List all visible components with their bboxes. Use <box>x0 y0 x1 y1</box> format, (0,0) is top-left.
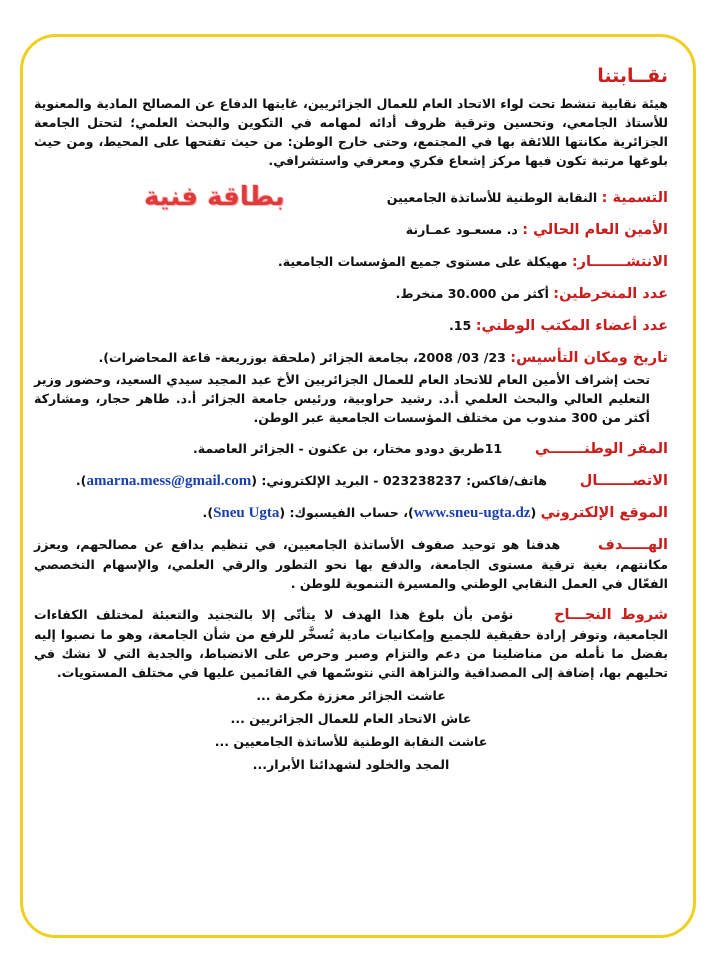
closing-line: المجد والخلود لشهدائنا الأبرار... <box>252 757 450 772</box>
field-website-value: ، حساب الفيسبوك: ( <box>279 505 408 520</box>
closing-line: عاش الاتحاد العام للعمال الجزائريين ... <box>230 711 472 726</box>
field-success <box>34 605 668 682</box>
website-link[interactable]: www.sneu-ugta.dz <box>413 505 531 521</box>
field-website-label: الموقع الإلكتروني <box>540 505 668 521</box>
field-founding-label: تاريخ ومكان التأسيس: <box>510 350 668 366</box>
field-goal-value: هدفنا هو توحيد صفوف الأساتذة الجامعيين، في تنظيم يدافع عن مصالحهم، ويعزز مكانتهم، بغية ترقية مستوى الجامعة، والدفع بها نحو التطور والرقي العلمي، والإسهام التخصصي الفعّال في العمل النقابي الوطني والمسيرة التنموية للوطن . <box>34 537 668 591</box>
field-spread-value: مهيكلة على مستوى جميع المؤسسات الجامعية. <box>277 254 568 269</box>
field-bureau-label: عدد أعضاء المكتب الوطني: <box>475 318 668 334</box>
field-contact <box>34 471 668 491</box>
field-members-value: أكثر من 30.000 منخرط. <box>395 286 549 301</box>
field-secretary-value: د. مسعـود عمـارنة <box>405 222 518 237</box>
intro-paragraph: هيئة نقابية تنشط تحت لواء الاتحاد العام للعمال الجزائريين، غايتها الدفاع عن المصالح المادية والمعنوية للأستاذ الجامعي، وتحسين وترقية ظروف أدائه لمهامه في التكوين والبحث العلمي؛ لتحتل الجامعة الجزائرية مكانتها اللائقة بها في المجتمع، وحتى خارج الوطن: من حيث تفتحها على المحيط، ومن حيث بلوغها مرتبة تكون فيها مركز إشعاع فكري ومعرفي واستشرافي. <box>34 96 668 168</box>
field-contact-label: الاتصـــــــال <box>579 473 668 489</box>
field-bureau <box>34 316 668 336</box>
email-link[interactable]: amarna.mess@gmail.com <box>86 473 252 489</box>
field-hq-value: 11طريق دودو مختار، بن عكنون - الجزائر العاصمة. <box>193 441 503 456</box>
closing-lines <box>34 684 668 776</box>
facebook-link[interactable]: Sneu Ugta <box>213 505 280 521</box>
closing-line: عاشت النقابة الوطنية للأساتذة الجامعيين ... <box>214 734 488 749</box>
field-members <box>34 284 668 304</box>
field-goal <box>34 535 668 593</box>
field-founding-value: 23/ 03/ 2008، بجامعة الجزائر (ملحقة بوزريعة- قاعة المحاضرات). <box>98 350 506 365</box>
field-name-label: التسمية : <box>601 190 668 206</box>
field-website-end: ). <box>202 505 214 520</box>
field-members-label: عدد المنخرطين: <box>553 286 668 302</box>
field-secretary-label: الأمين العام الحالي : <box>522 222 668 238</box>
field-bureau-value: 15. <box>449 318 472 333</box>
field-founding <box>34 348 668 427</box>
field-success-label: شروط النجـــاح <box>554 607 669 623</box>
field-secretary <box>34 220 668 240</box>
stamp-title: بطاقة فنية <box>144 182 285 212</box>
page-title: نقــابتنا <box>597 65 668 87</box>
field-hq-label: المقر الوطنـــــــي <box>534 441 668 457</box>
field-contact-value: هاتف/فاكس: 023238237 - البريد الإلكتروني: ( <box>251 473 547 488</box>
field-website: الموقع الإلكتروني (www.sneu-ugta.dz)، حساب الفيسبوك: (Sneu Ugta). <box>202 505 668 521</box>
field-contact-end: ). <box>75 473 87 488</box>
field-spread <box>34 252 668 272</box>
field-success-value: نؤمن بأن بلوغ هذا الهدف لا يتأتّى إلا بالتجنيد والتعبئة لمختلف الكفاءات الجامعية، وتوفر إرادة حقيقية للجميع وإمكانيات مادية تُسخَّر للرفع من شأن الجامعة، وهو ما نصبوا إليه بفضل ما نأمله من مناضلينا من دعم والتزام وصبر وحرص على الانضباط، والجدية التي لا نشك في تحليهم بها، إضافة إلى المصداقية والنزاهة التي نتوسّمها في القائمين عليها في مختلف المستويات. <box>34 607 668 680</box>
field-name <box>34 182 668 212</box>
field-goal-label: الهـــــدف <box>598 537 669 553</box>
field-founding-detail: تحت إشراف الأمين العام للاتحاد العام للعمال الجزائريين الأخ عبد المجيد سيدي السعيد، وحضور وزير التعليم العالي والبحث العلمي أ.د. رشيد حراوبية، ورئيس جامعة الجزائر أ.د. طاهر حجار، ومشاركة أكثر من 300 مندوب من مختلف المؤسسات الجامعية عبر الوطن. <box>34 372 650 425</box>
field-spread-label: الانتشـــــــار: <box>571 254 668 270</box>
field-name-value: النقابة الوطنية للأساتذة الجامعيين <box>386 190 598 205</box>
document-body <box>34 64 668 776</box>
field-hq <box>34 439 668 459</box>
closing-line: عاشت الجزائر معززة مكرمة ... <box>256 688 446 703</box>
